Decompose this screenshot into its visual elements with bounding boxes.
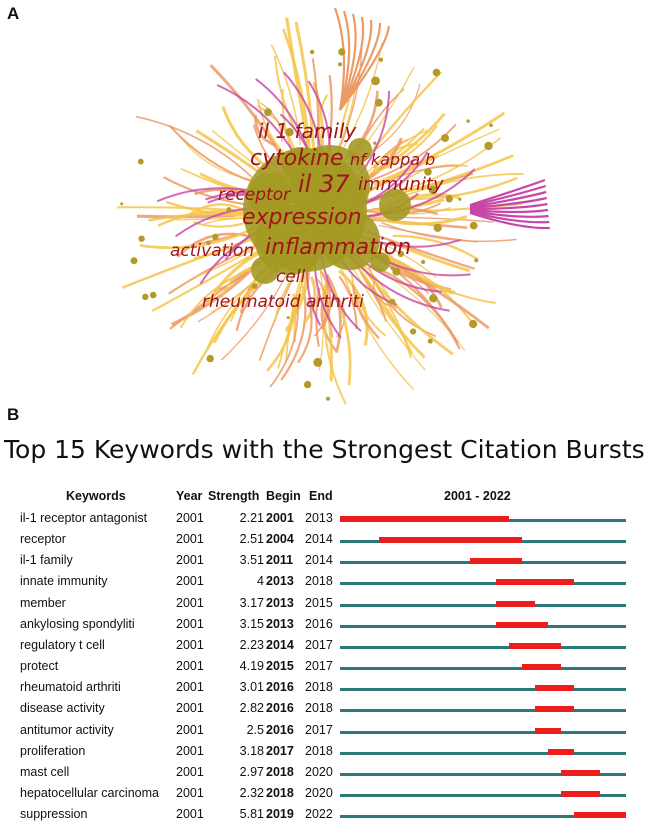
end-cell: 2014 (305, 532, 333, 547)
burst-bar (535, 728, 561, 734)
table-row (0, 698, 645, 719)
keyword-cell: antitumor activity (20, 722, 114, 737)
year-cell: 2001 (176, 532, 204, 547)
network-node (251, 256, 279, 284)
strength-cell: 2.97 (239, 764, 264, 779)
begin-cell: 2019 (266, 807, 294, 822)
network-node (375, 99, 383, 107)
table-row (0, 593, 645, 614)
keyword-cooccurrence-network (0, 0, 645, 410)
network-keyword-label: immunity (358, 174, 444, 195)
burst-bar (379, 537, 522, 543)
burst-bar (535, 706, 574, 712)
panel-b-label: B (7, 405, 20, 424)
burst-bar (522, 664, 561, 670)
column-header-begin: Begin (266, 489, 301, 503)
end-cell: 2016 (305, 616, 333, 631)
network-keyword-label: il 37 (298, 170, 350, 198)
network-keyword-label: receptor (218, 185, 291, 205)
table-row (0, 656, 645, 677)
begin-cell: 2013 (266, 574, 294, 589)
table-row (0, 529, 645, 550)
keyword-cell: il-1 receptor antagonist (20, 511, 148, 525)
network-edge (278, 277, 303, 369)
keyword-cell: hepatocellular carcinoma (20, 785, 159, 800)
network-node (466, 119, 469, 122)
table-row (0, 741, 645, 762)
begin-cell: 2015 (266, 659, 294, 674)
end-cell: 2018 (305, 701, 333, 716)
end-cell: 2018 (305, 574, 333, 589)
table-row (0, 762, 645, 783)
strength-cell: 2.23 (239, 637, 264, 652)
network-node (252, 283, 258, 289)
timeline-track (340, 667, 626, 670)
timeline-track (340, 688, 626, 691)
timeline-track (340, 731, 626, 734)
network-node (207, 355, 214, 362)
network-node (287, 316, 290, 319)
timeline-track (340, 625, 626, 628)
table-row (0, 677, 645, 698)
network-node (120, 202, 123, 205)
begin-cell: 2017 (266, 743, 294, 758)
burst-bar (496, 601, 535, 607)
year-cell: 2001 (176, 553, 204, 568)
begin-cell: 2016 (266, 701, 294, 716)
year-cell: 2001 (176, 807, 204, 822)
keyword-cell: protect (20, 659, 59, 674)
begin-cell: 2011 (266, 553, 294, 568)
begin-cell: 2001 (266, 511, 294, 525)
strength-cell: 4 (257, 574, 264, 589)
end-cell: 2020 (305, 764, 333, 779)
column-header-timeline: 2001 - 2022 (444, 489, 511, 503)
network-node (313, 358, 322, 367)
burst-bar (561, 791, 600, 797)
keyword-cell: mast cell (20, 764, 70, 779)
column-header-strength: Strength (208, 489, 260, 503)
network-node (326, 397, 330, 401)
begin-cell: 2013 (266, 616, 294, 631)
network-node (392, 268, 400, 276)
column-header-year: Year (176, 489, 203, 503)
network-node (304, 381, 311, 388)
strength-cell: 4.19 (239, 659, 264, 674)
network-node (373, 142, 376, 145)
keyword-cell: regulatory t cell (20, 637, 105, 652)
burst-bar (548, 749, 574, 755)
keyword-cell: rheumatoid arthriti (20, 680, 121, 695)
strength-cell: 2.51 (239, 532, 264, 547)
timeline-track (340, 604, 626, 607)
begin-cell: 2016 (266, 722, 294, 737)
network-node (264, 108, 272, 116)
keyword-cell: disease activity (20, 701, 105, 716)
network-keyword-label: inflammation (265, 235, 412, 260)
burst-bar (509, 643, 561, 649)
strength-cell: 2.21 (239, 511, 264, 525)
end-cell: 2018 (305, 743, 333, 758)
year-cell: 2001 (176, 659, 204, 674)
table-row (0, 571, 645, 592)
network-node (371, 77, 380, 86)
keyword-cell: il-1 family (20, 553, 73, 568)
table-row (0, 720, 645, 741)
network-node (458, 198, 461, 201)
network-keyword-label: expression (242, 205, 362, 230)
end-cell: 2017 (305, 637, 333, 652)
end-cell: 2018 (305, 680, 333, 695)
year-cell: 2001 (176, 722, 204, 737)
network-node (441, 134, 449, 142)
begin-cell: 2016 (266, 680, 294, 695)
network-node (469, 320, 477, 328)
network-node (226, 207, 231, 212)
network-node (433, 69, 441, 77)
strength-cell: 3.18 (239, 743, 264, 758)
network-node (484, 142, 492, 150)
keyword-cell: innate immunity (20, 574, 108, 589)
begin-cell: 2014 (266, 637, 294, 652)
year-cell: 2001 (176, 701, 204, 716)
end-cell: 2017 (305, 722, 333, 737)
burst-bar (496, 622, 548, 628)
network-node (410, 328, 416, 334)
network-keyword-label: activation (170, 241, 255, 261)
burst-bar (574, 812, 626, 818)
strength-cell: 2.32 (239, 785, 264, 800)
keyword-cell: suppression (20, 807, 88, 822)
table-row (0, 635, 645, 656)
strength-cell: 5.81 (239, 807, 264, 822)
end-cell: 2017 (305, 659, 333, 674)
network-node (310, 50, 314, 54)
strength-cell: 2.82 (239, 701, 264, 716)
network-node (421, 260, 425, 264)
network-keyword-label: cytokine (250, 146, 344, 171)
chart-title: Top 15 Keywords with the Strongest Citation Bursts (4, 435, 645, 464)
timeline-track (340, 582, 626, 585)
begin-cell: 2018 (266, 764, 294, 779)
network-node (379, 58, 383, 62)
year-cell: 2001 (176, 764, 204, 779)
burst-bar (470, 558, 522, 564)
network-node (489, 124, 493, 128)
begin-cell: 2013 (266, 595, 294, 610)
network-keyword-label: cell (276, 267, 306, 287)
keyword-cell: proliferation (20, 743, 86, 758)
strength-cell: 2.5 (246, 722, 264, 737)
begin-cell: 2018 (266, 785, 294, 800)
network-node (138, 159, 144, 165)
strength-cell: 3.17 (239, 595, 264, 610)
table-row (0, 508, 645, 529)
column-header-keywords: Keywords (66, 489, 126, 503)
burst-bar (496, 579, 574, 585)
timeline-track (340, 752, 626, 755)
panel-a-label: A (7, 4, 20, 23)
table-row (0, 550, 645, 571)
begin-cell: 2004 (266, 532, 294, 547)
network-node (428, 339, 433, 344)
year-cell: 2001 (176, 616, 204, 631)
year-cell: 2001 (176, 595, 204, 610)
network-node (474, 258, 478, 262)
year-cell: 2001 (176, 785, 204, 800)
network-keyword-label: il 1 family (258, 119, 357, 143)
network-node (470, 222, 478, 230)
network-node (212, 234, 219, 241)
strength-cell: 3.51 (239, 553, 264, 568)
burst-bar (340, 516, 509, 522)
end-cell: 2015 (305, 595, 333, 610)
network-node (131, 257, 138, 264)
keyword-cell: member (20, 595, 66, 610)
column-header-end: End (309, 489, 333, 503)
table-row (0, 614, 645, 635)
year-cell: 2001 (176, 637, 204, 652)
strength-cell: 3.01 (239, 680, 264, 695)
network-node (142, 294, 148, 300)
network-node (429, 294, 437, 302)
keyword-cell: receptor (20, 532, 66, 547)
network-node (338, 48, 345, 55)
table-row (0, 783, 645, 804)
burst-bar (535, 685, 574, 691)
keyword-cell: ankylosing spondyliti (20, 616, 135, 631)
network-node (150, 292, 157, 299)
end-cell: 2014 (305, 553, 333, 568)
network-node (434, 224, 442, 232)
network-node (446, 195, 453, 202)
end-cell: 2013 (305, 511, 333, 525)
network-node (338, 62, 342, 66)
network-edge (136, 117, 254, 179)
end-cell: 2020 (305, 785, 333, 800)
network-keyword-label: rheumatoid arthriti (202, 292, 364, 312)
end-cell: 2022 (305, 807, 333, 822)
year-cell: 2001 (176, 680, 204, 695)
timeline-track (340, 646, 626, 649)
burst-bar (561, 770, 600, 776)
year-cell: 2001 (176, 511, 204, 525)
year-cell: 2001 (176, 574, 204, 589)
strength-cell: 3.15 (239, 616, 264, 631)
network-keyword-label: nf kappa b (350, 150, 436, 169)
timeline-track (340, 709, 626, 712)
network-node (138, 236, 144, 242)
network-node (390, 299, 396, 305)
year-cell: 2001 (176, 743, 204, 758)
